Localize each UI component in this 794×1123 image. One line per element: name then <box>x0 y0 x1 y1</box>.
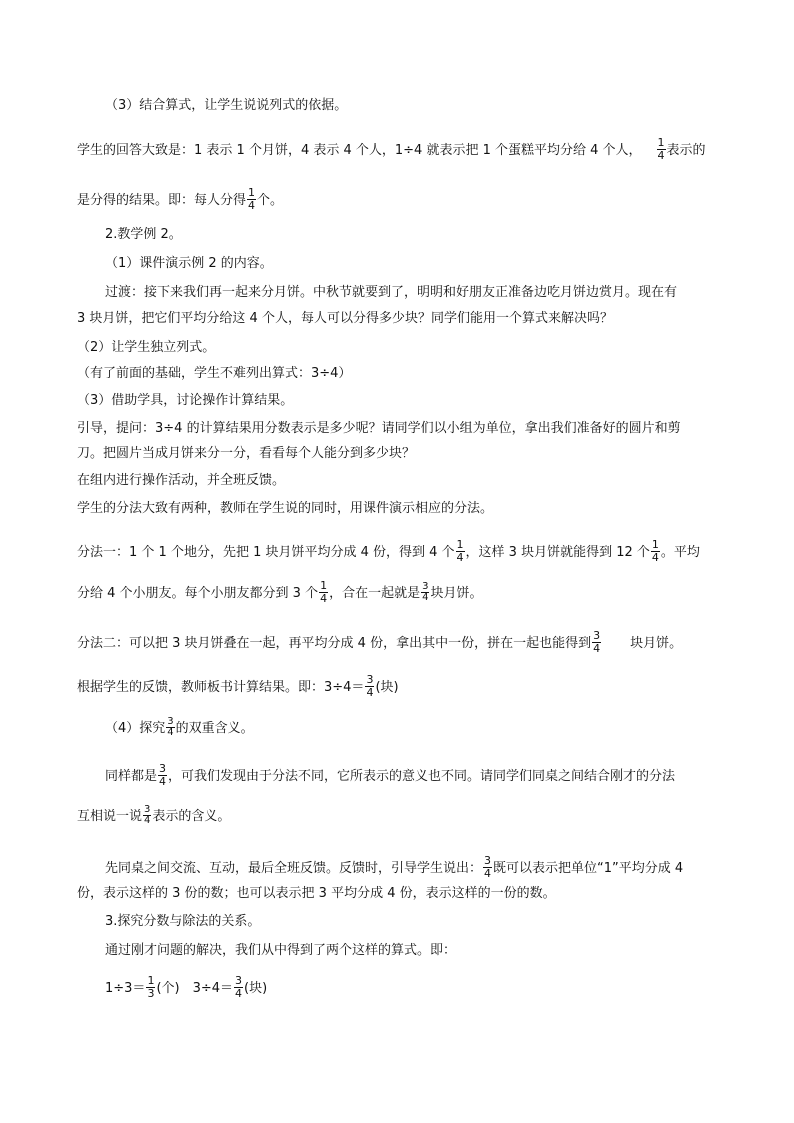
fraction <box>158 763 167 788</box>
text-run: （有了前面的基础，学生不难列出算式：3÷4） <box>77 366 352 381</box>
fraction <box>146 975 155 1000</box>
fraction-denominator: 4 <box>144 815 151 826</box>
text-run: 表示的 <box>666 143 706 158</box>
text-run: 表示的含义。 <box>152 809 231 824</box>
text-run: 学生的回答大致是：1 表示 1 个月饼，4 表示 4 个人，1÷4 就表示把 1 个蛋糕平均分给 4 个人， <box>77 143 642 158</box>
paragraph <box>105 98 347 114</box>
text-run: 是分得的结果。即：每人分得 <box>77 193 247 208</box>
paragraph <box>77 421 681 437</box>
fraction-numerator: 3 <box>366 673 374 686</box>
text-run: 学生的分法大致有两种，教师在学生说的同时，用课件演示相应的分法。 <box>77 501 494 516</box>
paragraph <box>77 501 493 517</box>
fraction-numerator: 1 <box>147 974 155 987</box>
text-run: 块月饼。 <box>630 636 683 651</box>
fraction-denominator: 4 <box>484 867 492 880</box>
text-run: (个) 3÷4＝ <box>156 981 234 996</box>
fraction-denominator: 4 <box>657 149 665 162</box>
fraction-numerator: 3 <box>235 974 243 987</box>
fraction-denominator: 4 <box>366 686 374 699</box>
text-run: (块) <box>375 680 399 695</box>
fraction-numerator: 1 <box>320 579 328 592</box>
fraction-denominator: 4 <box>593 642 601 655</box>
text-run: ，可我们发现由于分法不同，它所表示的意义也不同。请同学们同桌之间结合刚才的分法 <box>168 769 676 784</box>
text-run: 既可以表示把单位“1”平均分成 4 <box>493 861 684 876</box>
fraction-numerator: 3 <box>144 804 151 815</box>
paragraph <box>77 188 283 213</box>
paragraph <box>77 366 351 382</box>
text-run: （3）借助学具，讨论操作计算结果。 <box>77 393 294 408</box>
fraction <box>483 855 492 880</box>
fraction <box>651 539 660 564</box>
fraction-numerator: 1 <box>248 186 256 199</box>
text-run: ，这样 3 块月饼就能得到 12 个 <box>465 545 650 560</box>
text-run: 的双重含义。 <box>175 721 254 736</box>
text-run: 块月饼。 <box>430 586 483 601</box>
text-run: 2.教学例 2。 <box>105 227 182 242</box>
fraction-numerator: 1 <box>456 538 464 551</box>
text-run: 同样都是 <box>105 769 158 784</box>
fraction-numerator: 3 <box>159 762 167 775</box>
paragraph <box>105 856 683 881</box>
text-run: 过渡：接下来我们再一起来分月饼。中秋节就要到了，明明和好朋友正准备边吃月饼边赏月。现在有 <box>105 285 678 300</box>
fraction-numerator: 3 <box>484 854 492 867</box>
text-run: 互相说一说 <box>77 809 143 824</box>
paragraph <box>77 473 285 489</box>
text-run: 分法二：可以把 3 块月饼叠在一起，再平均分成 4 份，拿出其中一份，拼在一起也能得到 <box>77 636 592 651</box>
paragraph <box>77 311 613 327</box>
fraction-denominator: 4 <box>651 551 659 564</box>
fraction <box>143 805 151 826</box>
paragraph <box>105 718 254 739</box>
fraction-denominator: 4 <box>167 727 174 738</box>
fraction <box>421 582 429 603</box>
fraction-denominator: 4 <box>456 551 464 564</box>
paragraph <box>77 340 215 356</box>
text-run: （1）课件演示例 2 的内容。 <box>105 256 273 271</box>
fraction-numerator: 1 <box>651 538 659 551</box>
text-run: 通过刚才问题的解决，我们从中得到了两个这样的算式。即： <box>105 943 457 958</box>
fraction <box>456 539 465 564</box>
paragraph <box>77 806 230 827</box>
text-run: 个。 <box>257 193 284 208</box>
equation-line <box>105 976 267 1001</box>
section-heading <box>105 227 182 243</box>
fraction <box>365 674 374 699</box>
fraction-denominator: 4 <box>320 592 328 605</box>
fraction-denominator: 4 <box>235 987 243 1000</box>
paragraph <box>105 256 273 272</box>
fraction <box>592 630 601 655</box>
text-run: 。平均 <box>660 545 700 560</box>
fraction-denominator: 4 <box>248 199 256 212</box>
paragraph <box>105 943 456 959</box>
fraction <box>234 975 243 1000</box>
paragraph <box>77 581 482 606</box>
text-run: (块) <box>244 981 268 996</box>
text-run: 根据学生的反馈，教师板书计算结果。即：3÷4＝ <box>77 680 365 695</box>
text-run: 引导，提问：3÷4 的计算结果用分数表示是多少呢？请同学们以小组为单位，拿出我们准备好的圆片和剪 <box>77 421 681 436</box>
paragraph <box>77 446 415 462</box>
text-run: ，合在一起就是 <box>329 586 421 601</box>
text-run: （2）让学生独立列式。 <box>77 340 216 355</box>
fraction-numerator: 1 <box>657 136 665 149</box>
paragraph <box>77 138 706 163</box>
fraction <box>319 580 328 605</box>
fraction-denominator: 4 <box>159 775 167 788</box>
fraction-denominator: 4 <box>422 592 429 603</box>
text-run: （4）探究 <box>105 721 166 736</box>
fraction <box>657 137 666 162</box>
text-run: 在组内进行操作活动，并全班反馈。 <box>77 473 286 488</box>
section-heading <box>105 914 260 930</box>
paragraph <box>105 764 675 789</box>
fraction-denominator: 3 <box>147 987 155 1000</box>
text-run: 3.探究分数与除法的关系。 <box>105 914 261 929</box>
text-run: 3 块月饼，把它们平均分给这 4 个人，每人可以分得多少块？同学们能用一个算式来解决吗？ <box>77 311 613 326</box>
paragraph <box>105 285 677 301</box>
text-run: 分给 4 个小朋友。每个小朋友都分到 3 个 <box>77 586 319 601</box>
text-run: 先同桌之间交流、互动，最后全班反馈。反馈时，引导学生说出： <box>105 861 483 876</box>
paragraph <box>77 393 293 409</box>
fraction-numerator: 3 <box>167 716 174 727</box>
text-run: 份，表示这样的 3 份的数；也可以表示把 3 平均分成 4 份，表示这样的一份的数。 <box>77 886 556 901</box>
text-run: （3）结合算式，让学生说说列式的依据。 <box>105 98 348 113</box>
fraction-numerator: 3 <box>593 629 601 642</box>
paragraph <box>77 540 700 565</box>
paragraph <box>77 631 682 656</box>
paragraph <box>77 886 556 902</box>
fraction-numerator: 3 <box>422 581 429 592</box>
fraction <box>166 717 174 738</box>
text-run: 分法一：1 个 1 个地分，先把 1 块月饼平均分成 4 份，得到 4 个 <box>77 545 455 560</box>
text-run: 1÷3＝ <box>105 981 146 996</box>
paragraph <box>77 675 399 700</box>
fraction <box>247 187 256 212</box>
text-run: 刀。把圆片当成月饼来分一分，看看每个人能分到多少块？ <box>77 446 416 461</box>
